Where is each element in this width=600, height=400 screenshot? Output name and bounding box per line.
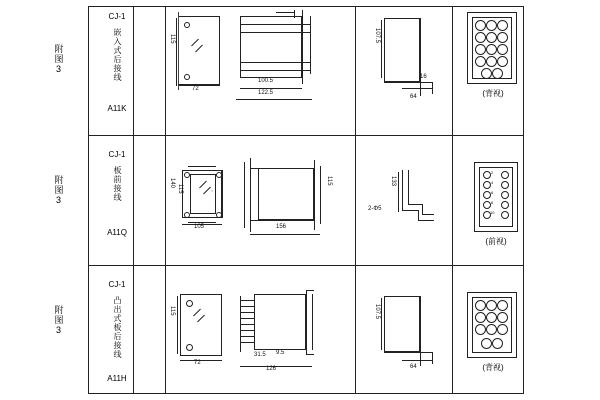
row-2-dim-156: 156 xyxy=(276,224,287,230)
row-1-code-block xyxy=(103,104,131,114)
row-3-cutout-view xyxy=(372,290,447,378)
row-divider-1 xyxy=(88,135,524,136)
row-1-cutout-view xyxy=(372,12,447,102)
column-divider-3 xyxy=(355,6,356,394)
row-3-dim-115: 115 xyxy=(169,306,175,316)
row-3-code-block xyxy=(103,374,131,384)
row-3-side-label-text: 附图3 xyxy=(53,305,64,336)
row-2-type-block xyxy=(103,164,131,222)
row-1-model-block xyxy=(103,12,131,22)
row-2-view-caption: (前视) xyxy=(485,237,507,246)
row-3-dim-126: 126 xyxy=(266,366,277,372)
row-3-side-view xyxy=(236,286,351,378)
row-3-terminal-view xyxy=(465,290,521,388)
row-1-dim-115: 115 xyxy=(169,34,175,44)
row-1-code: A11K xyxy=(107,104,127,113)
row-3-model-block xyxy=(103,280,131,290)
row-2-side-view xyxy=(240,156,350,241)
row-2-code: A11Q xyxy=(107,228,127,237)
row-2-side-label-text: 附图3 xyxy=(53,175,64,206)
row-1-front-view xyxy=(168,12,228,92)
column-divider-4 xyxy=(452,6,453,394)
row-1-dim-1225: 122.5 xyxy=(258,90,274,96)
row-2-dim-115b: 115 xyxy=(326,176,332,186)
row-1-dim-1005: 100.5 xyxy=(258,78,274,84)
row-1-type-text: 嵌入式后接线 xyxy=(113,28,122,82)
row-3-dim-315: 31.5 xyxy=(254,352,266,358)
row-3-code: A11H xyxy=(107,374,127,383)
row-2-bracket-view xyxy=(368,162,442,242)
row-3-dim-72: 72 xyxy=(194,360,201,366)
row-3-type-text: 凸出式板后接线 xyxy=(113,296,122,359)
column-divider-1 xyxy=(133,6,134,394)
row-1-type-block xyxy=(103,26,131,96)
row-3-dim-95: 9.5 xyxy=(276,350,285,356)
row-1-side-label-text: 附图3 xyxy=(53,44,64,75)
row-2-type-text: 板前接线 xyxy=(113,166,122,202)
row-2-dim-2phi5: 2-Φ5 xyxy=(368,206,382,212)
row-2-model-block xyxy=(103,150,131,160)
row-3-dim-64: 64 xyxy=(410,364,417,370)
row-3-dim-1075: 107.5 xyxy=(374,304,380,320)
row-2-dim-133: 133 xyxy=(390,176,396,187)
row-1-side-view xyxy=(236,10,351,105)
row-3-model: CJ-1 xyxy=(108,280,126,289)
row-2-code-block xyxy=(103,228,131,238)
row-3-type-block xyxy=(103,294,131,370)
row-1-dim-72: 72 xyxy=(192,86,199,92)
row-3-view-caption: (背视) xyxy=(482,363,504,372)
row-2-dim-140: 140 xyxy=(169,178,175,189)
row-divider-2 xyxy=(88,265,524,266)
row-2-front-view: :: 140 115 105 xyxy=(168,158,238,238)
row-1-dim-16: 16 xyxy=(420,74,427,80)
row-1-terminal-view xyxy=(465,10,521,110)
row-2-terminal-view: 2 4 6 8 10 (前视) xyxy=(470,160,526,260)
row-1-dim-1075: 107.5 xyxy=(374,28,380,44)
row-2-model: CJ-1 xyxy=(108,150,126,159)
row-2-dim-105: 105 xyxy=(194,224,205,230)
row-1-view-caption: (背视) xyxy=(482,89,504,98)
row-2-dim-115: 115 xyxy=(177,184,183,194)
row-3-front-view xyxy=(168,288,230,370)
row-1-dim-64: 64 xyxy=(410,94,417,100)
row-1-side-label xyxy=(30,44,86,80)
row-1-model: CJ-1 xyxy=(108,12,126,21)
row-3-side-label xyxy=(30,305,86,341)
column-divider-2 xyxy=(165,6,166,394)
row-2-side-label xyxy=(30,175,86,211)
